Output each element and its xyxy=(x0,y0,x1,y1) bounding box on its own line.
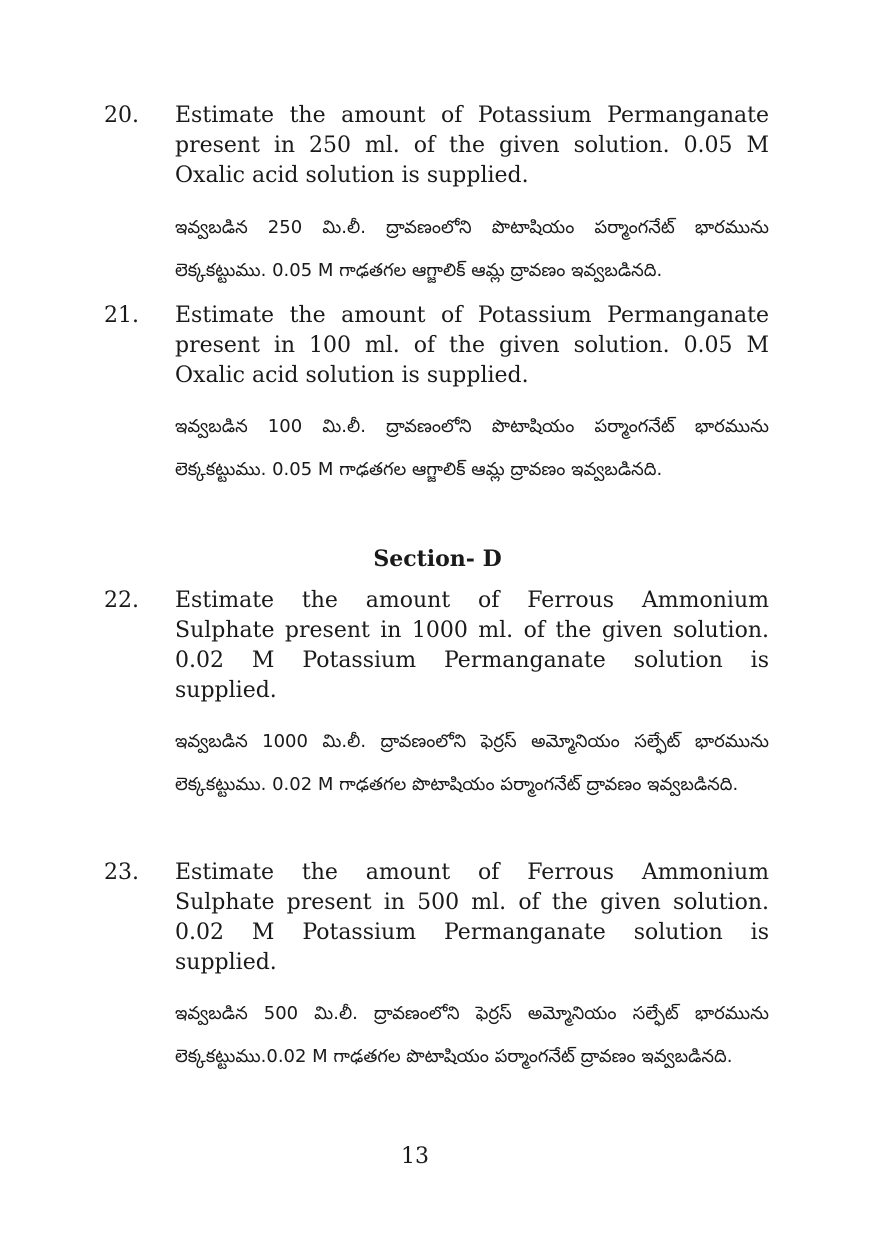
question-text-english: Estimate the amount of Ferrous Ammonium Sulphate present in 1000 ml. of the given solution. 0.02 M Potassium Permanganate solution is supplied. xyxy=(175,588,769,703)
section-heading: Section- D xyxy=(373,546,502,572)
question-text-telugu: ఇవ్వబడిన 500 మి.లీ. ద్రావణంలోని ఫెర్రస్ అమ్మోనియం సల్ఫేట్ భారమును లెక్కకట్టుము.0.02 M గాఢతగల పొటాషియం పర్మాంగనేట్ ద్రావణం ఇవ్వబడినది. xyxy=(175,1003,769,1067)
question-number: 22. xyxy=(104,588,139,613)
question-number: 20. xyxy=(104,103,139,128)
page-number: 13 xyxy=(401,1144,429,1169)
question-text-english: Estimate the amount of Potassium Permanganate present in 100 ml. of the given solution. 0.05 M Oxalic acid solution is supplied. xyxy=(175,303,769,388)
question-number: 21. xyxy=(104,303,139,328)
question-text-english: Estimate the amount of Ferrous Ammonium Sulphate present in 500 ml. of the given solution. 0.02 M Potassium Permanganate solution is supplied. xyxy=(175,860,769,975)
question-text-telugu: ఇవ్వబడిన 1000 మి.లీ. ద్రావణంలోని ఫెర్రస్ అమ్మోనియం సల్ఫేట్ భారమును లెక్కకట్టుము. 0.02 M గాఢతగల పొటాషియం పర్మాంగనేట్ ద్రావణం ఇవ్వబడినది. xyxy=(175,731,769,795)
question-text-english: Estimate the amount of Potassium Permanganate present in 250 ml. of the given solution. 0.05 M Oxalic acid solution is supplied. xyxy=(175,103,769,188)
question-text-telugu: ఇవ్వబడిన 250 మి.లీ. ద్రావణంలోని పొటాషియం పర్మాంగనేట్ భారమును లెక్కకట్టుము. 0.05 M గాఢతగల ఆగ్జాలిక్ ఆమ్ల ద్రావణం ఇవ్వబడినది. xyxy=(175,217,769,281)
question-number: 23. xyxy=(104,860,139,885)
question-text-telugu: ఇవ్వబడిన 100 మి.లీ. ద్రావణంలోని పొటాషియం పర్మాంగనేట్ భారమును లెక్కకట్టుము. 0.05 M గాఢతగల ఆగ్జాలిక్ ఆమ్ల ద్రావణం ఇవ్వబడినది. xyxy=(175,416,769,480)
